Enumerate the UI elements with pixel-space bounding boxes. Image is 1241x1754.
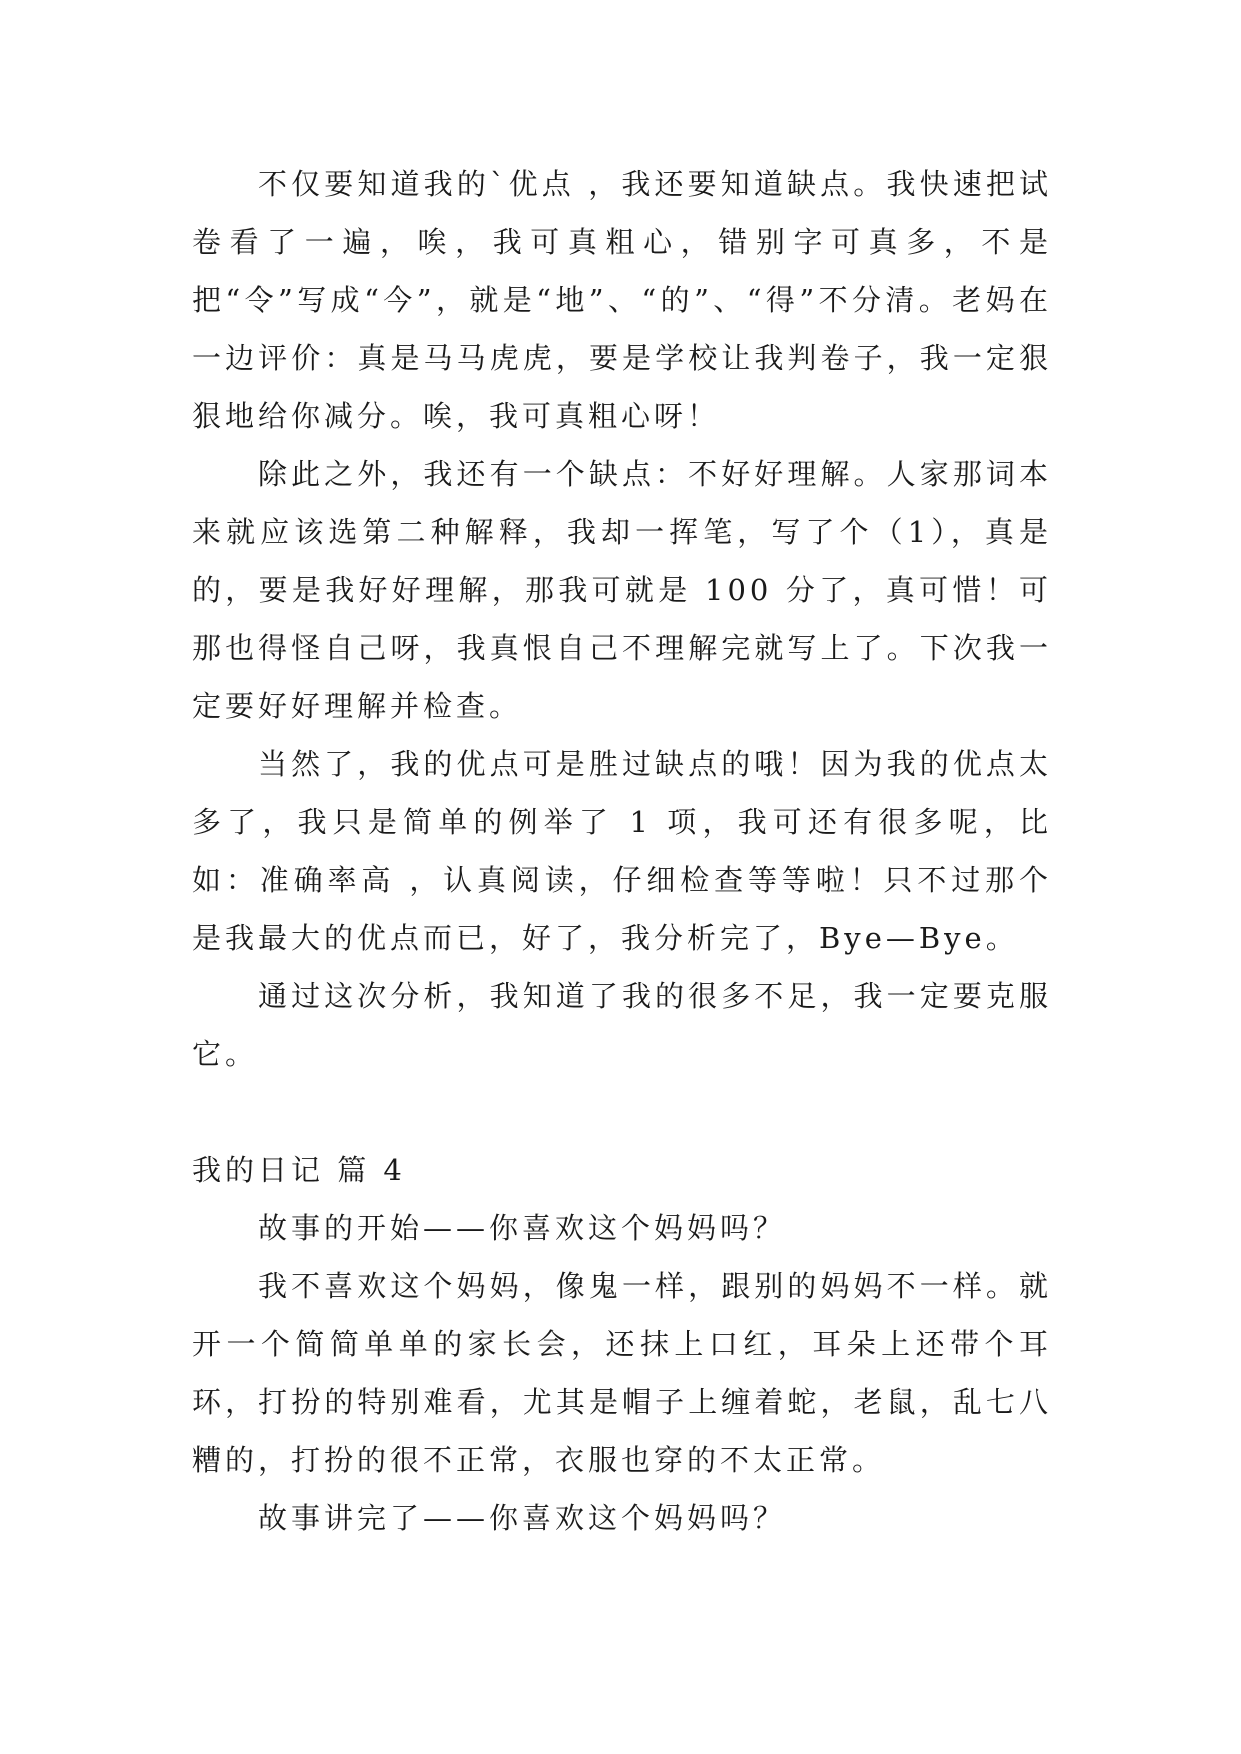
paragraph-shortcomings-understanding: 除此之外，我还有一个缺点：不好好理解。人家那词本来就应该选第二种解释，我却一挥笔，写了个（1），真是的，要是我好好理解，那我可就是 100 分了，真可惜！可那也得怪自己呀，我真恨自己不理解完就写上了。下次我一定要好好理解并检查。: [192, 457, 1052, 723]
paragraph-story-end: 故事讲完了——你喜欢这个妈妈吗？: [258, 1501, 787, 1535]
paragraph-shortcomings-carelessness: 不仅要知道我的`优点 ，我还要知道缺点。我快速把试卷看了一遍，唉，我可真粗心，错别字可真多，不是把“令”写成“今”，就是“地”、“的”、“得”不分清。老妈在一边评价：真是马马虎虎，要是学校让我判卷子，我一定狠狠地给你减分。唉，我可真粗心呀！: [192, 167, 1052, 433]
paragraph-conclusion: 通过这次分析，我知道了我的很多不足，我一定要克服它。: [192, 979, 1052, 1071]
paragraph-story-start: 故事的开始——你喜欢这个妈妈吗？: [258, 1211, 787, 1245]
section-title: 我的日记 篇 4: [192, 1153, 406, 1187]
paragraph-strengths: 当然了，我的优点可是胜过缺点的哦！因为我的优点太多了，我只是简单的例举了 1 项，我可还有很多呢，比如：准确率高 ，认真阅读，仔细检查等等啦！只不过那个是我最大的优点而已，好了，我分析完了，Bye—Bye。: [192, 747, 1052, 955]
document-page: [192, 155, 1052, 1547]
paragraph-story-body: 我不喜欢这个妈妈，像鬼一样，跟别的妈妈不一样。就开一个简简单单的家长会，还抹上口红，耳朵上还带个耳环，打扮的特别难看，尤其是帽子上缠着蛇，老鼠，乱七八糟的，打扮的很不正常，衣服也穿的不太正常。: [192, 1269, 1052, 1477]
